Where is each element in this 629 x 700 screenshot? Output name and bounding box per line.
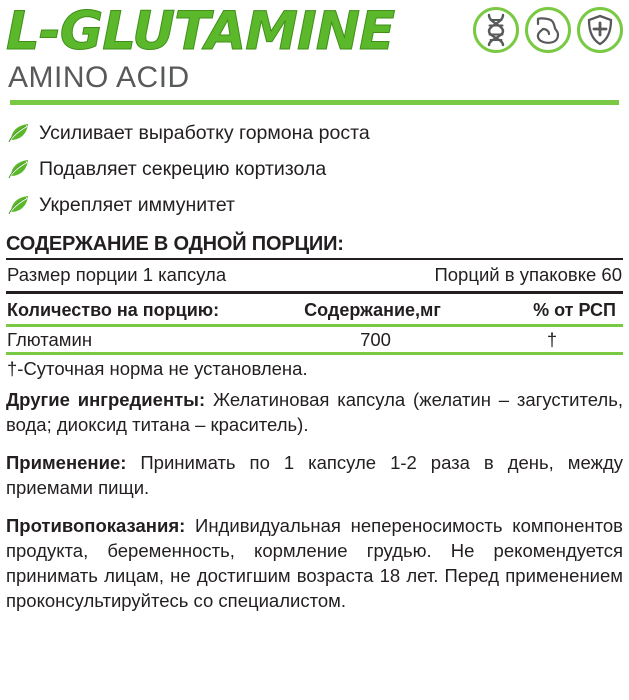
- column-header-dv: % от РСП: [533, 300, 616, 320]
- contraindications-text: Индивидуальная непереносимость компонентов продукта, беременность, кормление грудью. Не рекомендуется принимать лицам, не достигшим возраста 18 лет. Перед применением проконсультируйтесь со специалистом.: [6, 515, 623, 611]
- benefit-text: Укрепляет иммунитет: [39, 194, 235, 216]
- product-subtitle: AMINO ACID: [8, 61, 190, 94]
- nutrient-name: Глютамин: [7, 329, 93, 350]
- column-header-amount: Содержание,мг: [304, 300, 441, 320]
- benefit-text: Усиливает выработку гормона роста: [39, 122, 370, 144]
- serving-info-row: [6, 262, 623, 289]
- facts-title: СОДЕРЖАНИЕ В ОДНОЙ ПОРЦИИ:: [6, 233, 344, 255]
- nutrient-amount: 700: [360, 329, 391, 350]
- other-ingredients-heading: Другие ингредиенты:: [6, 389, 206, 410]
- title-row: [6, 1, 623, 62]
- facts-column-headers: [6, 296, 623, 324]
- facts-divider-top: [6, 258, 623, 260]
- benefit-text: Подавляет секрецию кортизола: [39, 158, 327, 180]
- table-row: [6, 327, 623, 352]
- list-item: [8, 194, 621, 216]
- serving-size-label: Размер порции 1 капсула: [7, 264, 227, 285]
- facts-divider-mid: [6, 291, 623, 294]
- contraindications-heading: Противопоказания:: [6, 515, 186, 536]
- shield-medical-icon: [577, 7, 623, 53]
- dna-icon: [473, 7, 519, 53]
- usage-heading: Применение:: [6, 452, 127, 473]
- usage-paragraph: [6, 450, 623, 500]
- list-item: [8, 158, 621, 180]
- nutrient-dv: †: [546, 329, 558, 350]
- muscle-arm-icon: [525, 7, 571, 53]
- facts-footnote: †-Суточная норма не установлена.: [7, 358, 308, 379]
- page-title: L-GLUTAMINE: [6, 1, 395, 62]
- leaf-icon: [8, 123, 30, 143]
- column-header-name: Количество на порцию:: [7, 300, 220, 320]
- list-item: [8, 122, 621, 144]
- benefits-list: [0, 112, 629, 232]
- header-divider: [10, 100, 619, 105]
- usage-text: Принимать по 1 капсуле 1-2 раза в день, между приемами пищи.: [6, 452, 623, 498]
- contraindications-paragraph: [6, 513, 623, 613]
- label-header: [0, 0, 629, 112]
- icon-group: [473, 4, 623, 53]
- servings-per-container-label: Порций в упаковке 60: [434, 264, 622, 285]
- leaf-icon: [8, 195, 30, 215]
- other-ingredients-paragraph: [6, 387, 623, 437]
- other-ingredients-text: Желатиновая капсула (желатин – загуститель, вода; диоксид титана – краситель).: [6, 389, 623, 435]
- leaf-icon: [8, 159, 30, 179]
- supplement-facts-table: [0, 232, 629, 381]
- label-body-text: [0, 381, 629, 613]
